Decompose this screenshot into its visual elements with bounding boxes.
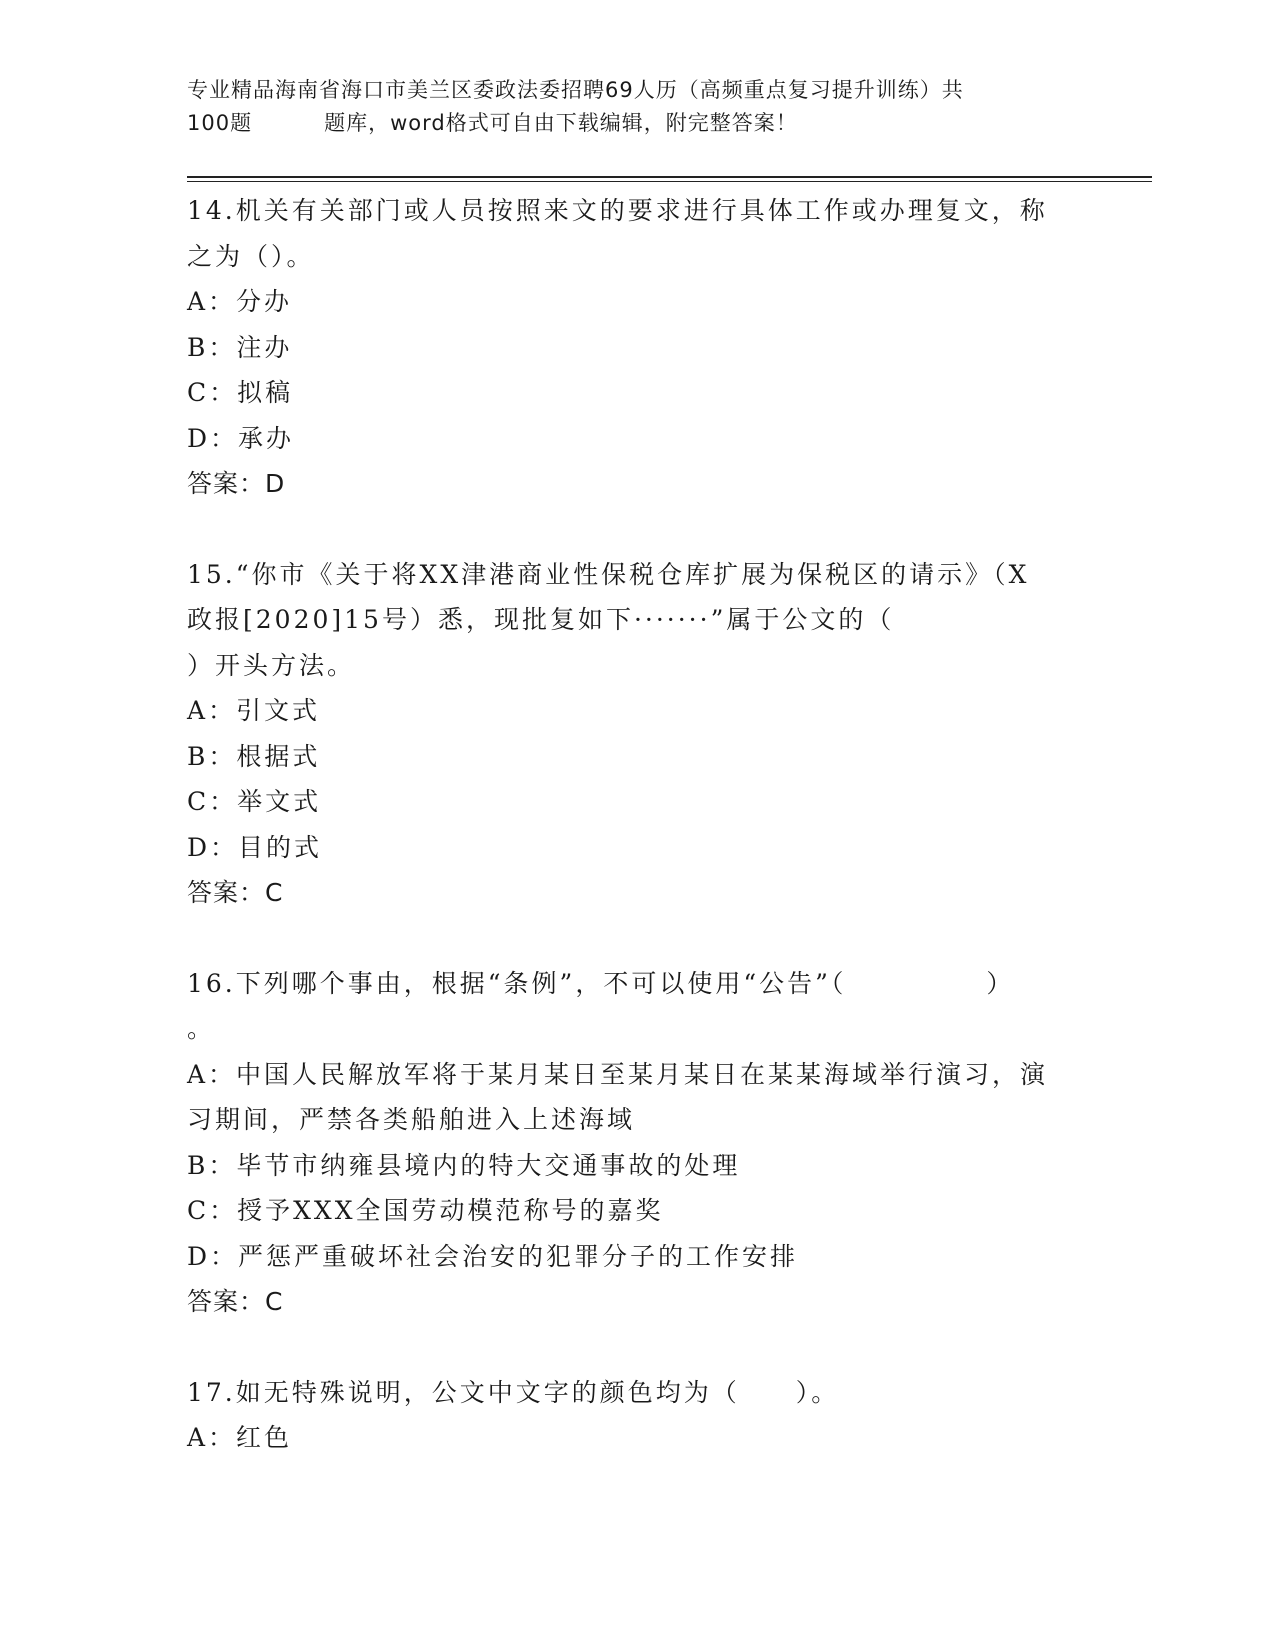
header-divider-thin (187, 181, 1152, 182)
document-header (187, 74, 1087, 140)
answer: 答案：D (187, 469, 286, 498)
question-15 (187, 552, 1087, 916)
question-stem: 。 (187, 1014, 216, 1043)
question-stem: 15.“你市《关于将XX津港商业性保税仓库扩展为保税区的请示》（X (187, 559, 1030, 589)
option-a: A：分办 (187, 287, 293, 316)
option-d: D：目的式 (187, 832, 323, 862)
question-stem: 14.机关有关部门或人员按照来文的要求进行具体工作或办理复文，称 (187, 196, 1048, 225)
question-stem: 之为（）。 (187, 241, 315, 271)
option-a: A：红色 (187, 1423, 293, 1452)
question-stem: 16.下列哪个事由，根据“条例”，不可以使用“公告”（ ） (187, 968, 1015, 998)
option-d: D：承办 (187, 423, 295, 453)
header-description: 题库，word格式可自由下载编辑，附完整答案！ (324, 111, 798, 135)
option-a-continued: 习期间，严禁各类船舶进入上述海域 (187, 1105, 636, 1134)
header-count: 100题 (187, 111, 253, 135)
option-a: A：中国人民解放军将于某月某日至某月某日在某某海域举行演习，演 (187, 1059, 1049, 1089)
question-stem: 政报[2020]15号）悉，现批复如下·······”属于公文的（ (187, 605, 895, 634)
option-a: A：引文式 (187, 696, 321, 725)
option-c: C：拟稿 (187, 378, 294, 407)
answer: 答案：C (187, 1287, 284, 1316)
option-d: D：严惩严重破坏社会治安的犯罪分子的工作安排 (187, 1241, 799, 1271)
question-list (187, 188, 1087, 1461)
header-divider-thick (187, 176, 1152, 178)
question-stem: ）开头方法。 (187, 650, 356, 680)
option-c: C：授予XXX全国劳动模范称号的嘉奖 (187, 1196, 664, 1225)
answer: 答案：C (187, 878, 284, 907)
question-16 (187, 961, 1087, 1325)
option-b: B：注办 (187, 332, 293, 362)
option-c: C：举文式 (187, 787, 322, 816)
option-b: B：毕节市纳雍县境内的特大交通事故的处理 (187, 1150, 741, 1180)
header-title-line-2 (187, 107, 1087, 140)
header-title-line-1: 专业精品海南省海口市美兰区委政法委招聘69人历（高频重点复习提升训练）共 (187, 78, 964, 102)
question-17 (187, 1370, 1087, 1461)
option-b: B：根据式 (187, 741, 321, 771)
question-14 (187, 188, 1087, 507)
question-stem: 17.如无特殊说明，公文中文字的颜色均为（ ）。 (187, 1377, 840, 1407)
